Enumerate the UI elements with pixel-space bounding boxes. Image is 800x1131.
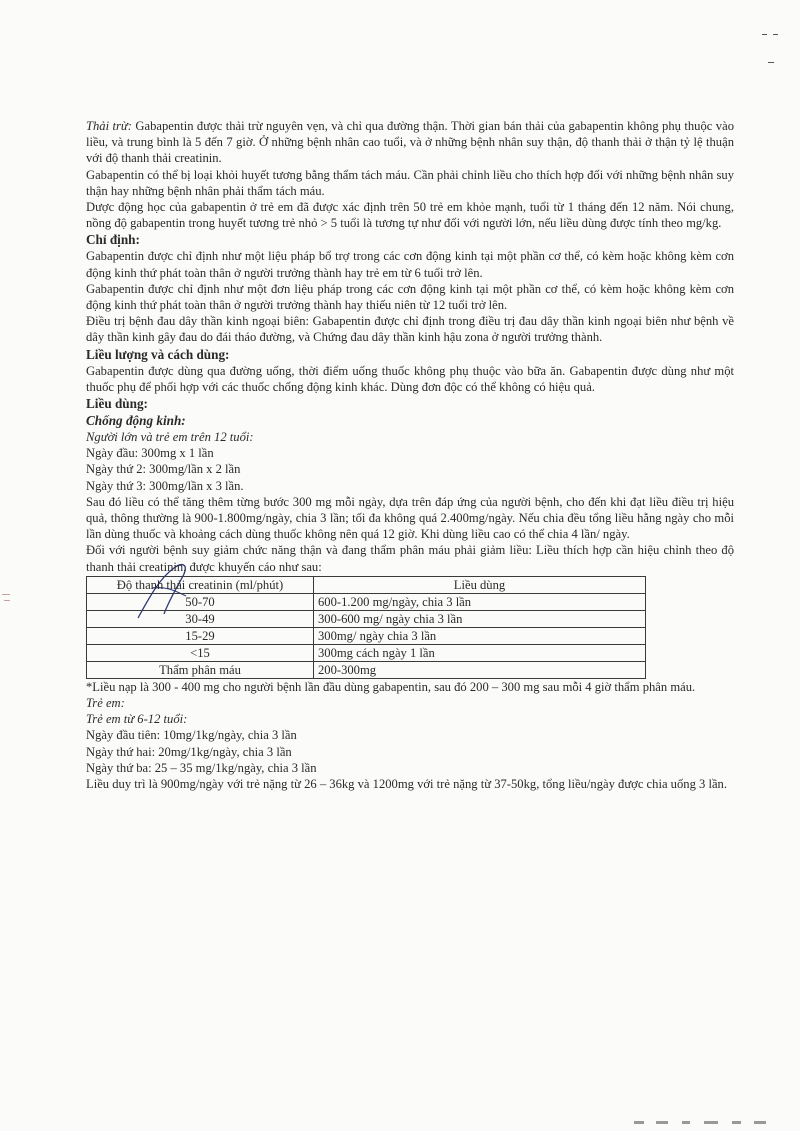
indication-heading: Chỉ định:	[86, 232, 140, 248]
pediatric-pk-paragraph: Dược động học của gabapentin ở trẻ em đã được xác định trên 50 trẻ em khỏe mạnh, tuổi từ 1 tháng đến 12 năm. Nói chung, nồng độ gabapentin trong huyết tương trẻ nhỏ > 5 tuổi là tương tự như đối với người lớn, nếu liều dùng được tính theo mg/kg.	[86, 200, 734, 231]
table-header-dose: Liều dùng	[314, 576, 646, 593]
pharmacokinetics-section	[86, 118, 734, 231]
table-cell-clearance: 15-29	[87, 627, 314, 644]
scan-edge-mark	[0, 592, 14, 604]
child-day-3: Ngày thứ ba: 25 – 35 mg/1kg/ngày, chia 3 lần	[86, 760, 317, 775]
elimination-text: Gabapentin được thải trừ nguyên vẹn, và chỉ qua đường thận. Thời gian bán thải của gabapentin không phụ thuộc vào liều, và trung bình là 5 đến 7 giờ. Ở những bệnh nhân cao tuổi, và ở những bệnh nhân suy thận, độ thanh thải ở thận tỷ lệ thuận với độ thanh thải creatinin.	[86, 119, 734, 166]
maintenance-paragraph: Liều duy trì là 900mg/ngày với trẻ nặng từ 26 – 36kg và 1200mg với trẻ nặng từ 37-50kg, tổng liều/ngày được chia uống 3 lần.	[86, 777, 727, 792]
child-day-2: Ngày thứ hai: 20mg/1kg/ngày, chia 3 lần	[86, 744, 292, 759]
table-cell-dose: 600-1.200 mg/ngày, chia 3 lần	[314, 593, 646, 610]
adult-day-1: Ngày đầu: 300mg x 1 lần	[86, 446, 214, 461]
table-header-row	[87, 576, 646, 593]
table-cell-dose: 300mg/ ngày chia 3 lần	[314, 627, 646, 644]
dosage-heading: Liều lượng và cách dùng:	[86, 346, 230, 362]
table-header-clearance: Độ thanh thải creatinin (ml/phút)	[87, 576, 314, 593]
child-day-1: Ngày đầu tiên: 10mg/1kg/ngày, chia 3 lần	[86, 728, 297, 743]
table-row	[87, 627, 646, 644]
renal-dose-table	[86, 576, 646, 679]
table-cell-dose: 300-600 mg/ ngày chia 3 lần	[314, 610, 646, 627]
table-cell-clearance: Thẩm phân máu	[87, 661, 314, 678]
document-page	[86, 118, 734, 792]
adult-label: Người lớn và trẻ em trên 12 tuổi:	[86, 430, 254, 445]
dosage-paragraph: Gabapentin được dùng qua đường uống, thời điểm uống thuốc không phụ thuộc vào bữa ăn. Gabapentin được dùng như một thuốc phụ để phối hợp với các thuốc chống động kinh khác. Dùng đơn độc có thể không có hiệu quả.	[86, 363, 734, 394]
antiepileptic-subheading: Chống động kinh:	[86, 413, 186, 429]
table-row	[87, 593, 646, 610]
dialysis-paragraph: Gabapentin có thể bị loại khỏi huyết tương bằng thẩm tách máu. Cần phải chỉnh liều cho thích hợp đối với những bệnh nhân suy thận hay những bệnh nhân phải thẩm tách máu.	[86, 167, 734, 198]
table-cell-dose: 200-300mg	[314, 661, 646, 678]
table-row	[87, 661, 646, 678]
table-row	[87, 610, 646, 627]
adult-day-2: Ngày thứ 2: 300mg/lần x 2 lần	[86, 462, 241, 477]
adult-day-3: Ngày thứ 3: 300mg/lần x 3 lần.	[86, 478, 244, 493]
elimination-lead: Thải trừ:	[86, 119, 132, 133]
table-cell-clearance: <15	[87, 644, 314, 661]
loading-dose-footnote: *Liều nạp là 300 - 400 mg cho người bệnh lần đầu dùng gabapentin, sau đó 200 – 300 mg sau mỗi 4 giờ thẩm phân máu.	[86, 679, 696, 694]
children-label: Trẻ em:	[86, 696, 125, 711]
titration-paragraph: Sau đó liều có thể tăng thêm từng bước 300 mg mỗi ngày, dựa trên đáp ứng của người bệnh, cho đến khi đạt liều điều trị hiệu quả, thông thường là 900-1.800mg/ngày, chia 3 lần; tối đa không quá 2.400mg/ngày. Nếu chia đều tổng liều hằng ngày cho mỗi lần dùng thuốc và khoảng cách dùng thuốc không nên quá 12 giờ. Khi dùng liều cao có thể chia 4 lần/ ngày.	[86, 494, 734, 542]
scan-bottom-marks	[634, 1121, 774, 1125]
children-age-label: Trẻ em từ 6-12 tuổi:	[86, 712, 188, 727]
elimination-paragraph	[86, 118, 734, 167]
indication-paragraph-1: Gabapentin được chỉ định như một liệu pháp bổ trợ trong các cơn động kinh tại một phần cơ thể, có kèm hoặc không kèm cơn động kinh thứ phát toàn thân ở người trưởng thành hay trẻ em từ 6 tuổi trở lên.	[86, 249, 734, 280]
table-cell-clearance: 50-70	[87, 593, 314, 610]
dose-heading: Liều dùng:	[86, 396, 148, 412]
table-cell-dose: 300mg cách ngày 1 lần	[314, 644, 646, 661]
indication-paragraph-2: Gabapentin được chỉ định như một đơn liệu pháp trong các cơn động kinh tại một phần cơ thể, có kèm hoặc không kèm cơn động kinh thứ phát toàn thân ở người trưởng thành hay thiếu niên từ 12 tuổi trở lên.	[86, 281, 734, 313]
table-cell-clearance: 30-49	[87, 610, 314, 627]
renal-paragraph: Đối với người bệnh suy giảm chức năng thận và đang thẩm phân máu phải giảm liều: Liều thích hợp cần hiệu chỉnh theo độ thanh thải creatinin, được khuyến cáo như sau:	[86, 543, 734, 574]
scan-corner-marks	[762, 28, 782, 68]
indication-paragraph-3: Điều trị bệnh đau dây thần kinh ngoại biên: Gabapentin được chỉ định trong điều trị đau dây thần kinh ngoại biên như bệnh về dây thần kinh gây đau do đái tháo đường, và Chứng đau dây thần kinh hậu zona ở người trưởng thành.	[86, 314, 734, 345]
table-row	[87, 644, 646, 661]
